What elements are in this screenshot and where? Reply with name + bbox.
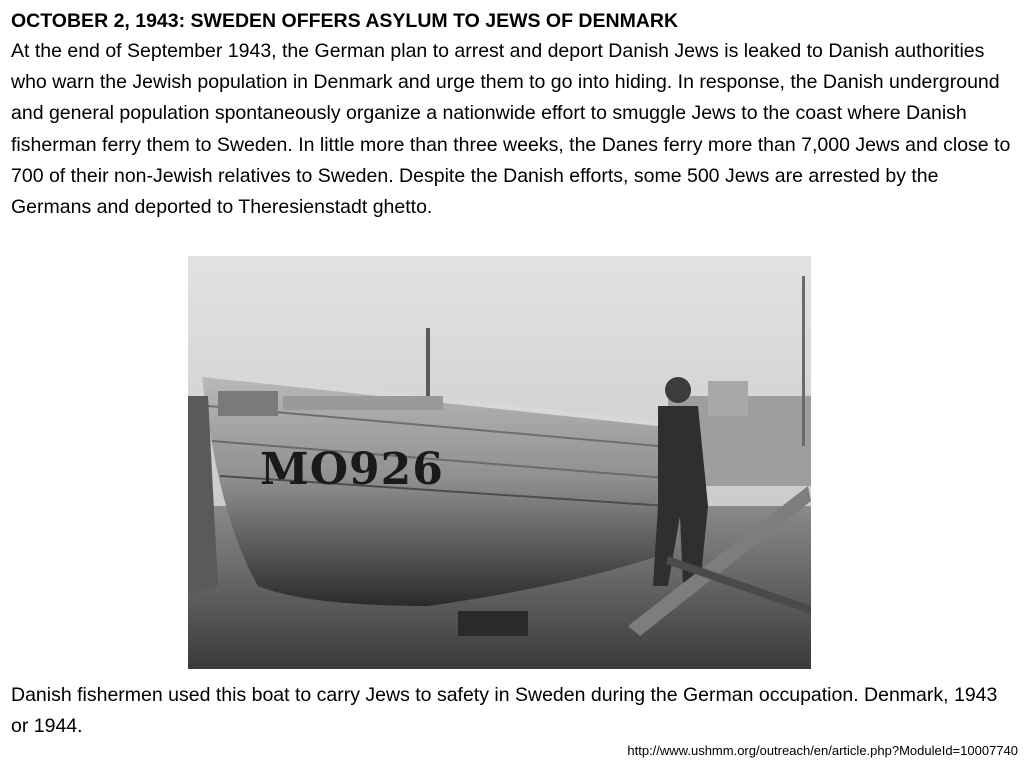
photo-distant-building	[708, 381, 748, 416]
slide-title: OCTOBER 2, 1943: SWEDEN OFFERS ASYLUM TO JEWS OF DENMARK	[11, 10, 679, 32]
slide-body-text: At the end of September 1943, the German plan to arrest and deport Danish Jews is leaked to Danish authorities who warn the Jewish population in Denmark and urge them to go into hiding. In response, the Danish underground and general population spontaneously organize a nationwide effort to smuggle Jews to the coast where Danish fisherman ferry them to Sweden. In little more than three weeks, the Danes ferry more than 7,000 Jews and close to 700 of their non-Jewish relatives to Sweden. Despite the Danish efforts, some 500 Jews are arrested by the Germans and deported to Theresienstadt ghetto.	[11, 40, 1011, 219]
photo-pole	[802, 276, 805, 446]
photo-debris	[458, 611, 528, 636]
fishing-boat-photo	[188, 256, 811, 669]
historical-photo	[188, 256, 811, 669]
boat-registration-number: MO926	[260, 444, 444, 495]
photo-fisherman-head	[665, 377, 691, 403]
photo-deck-gear	[283, 396, 443, 410]
photo-deck-gear	[218, 391, 278, 416]
photo-caption: Danish fishermen used this boat to carry Jews to safety in Sweden during the German occupation. Denmark, 1943 or 1944.	[11, 684, 998, 738]
source-url: http://www.ushmm.org/outreach/en/article.php?ModuleId=10007740	[627, 743, 1018, 758]
